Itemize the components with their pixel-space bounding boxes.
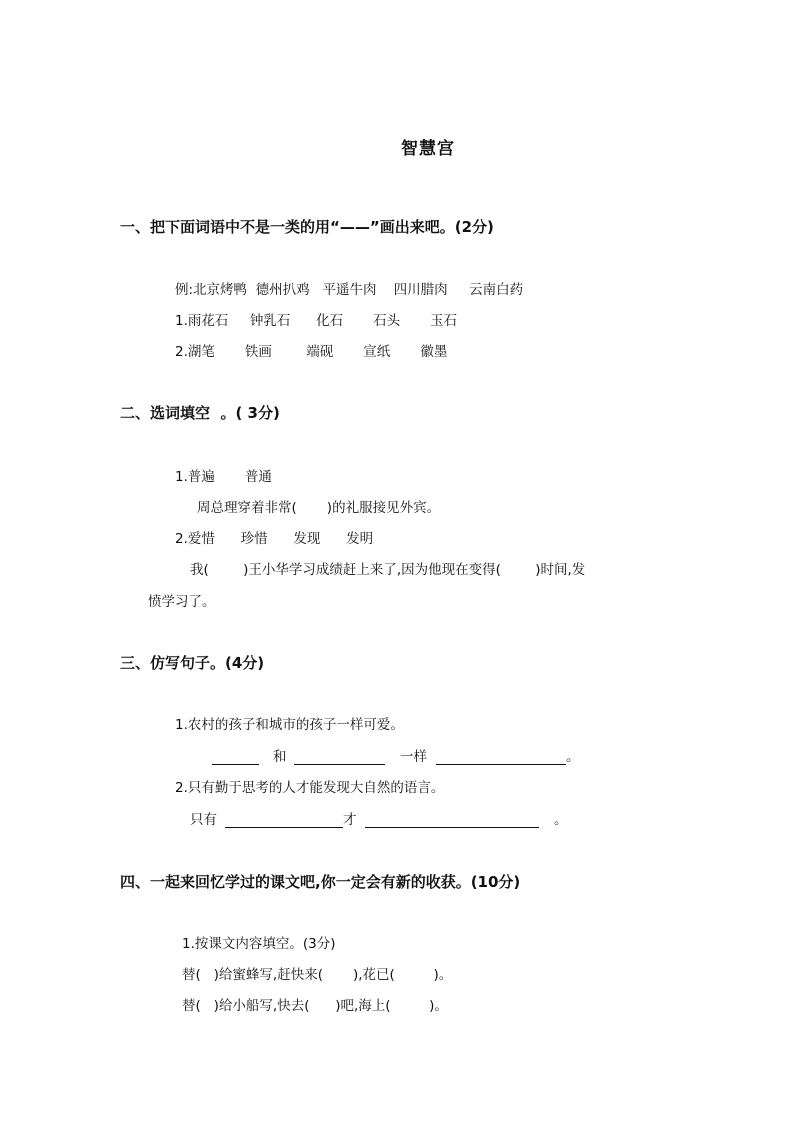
section-3-heading: 三、仿写句子。(4分) [120, 654, 265, 672]
section-2-question-2-sentence-cont: 愤学习了。 [148, 594, 216, 610]
section-4-question-1: 1.按课文内容填空。(3分) [182, 936, 336, 952]
section-4-line-1: 替( )给蜜蜂写,赶快来( ),花已( )。 [182, 967, 453, 983]
answer-blank[interactable] [365, 826, 539, 828]
section-1-question-2: 2.湖笔 铁画 端砚 宣纸 徽墨 [175, 344, 448, 360]
section-3-question-2: 2.只有勤于思考的人才能发现大自然的语言。 [175, 780, 445, 796]
section-4-heading: 四、一起来回忆学过的课文吧,你一定会有新的收获。(10分) [120, 873, 521, 891]
answer-blank[interactable] [212, 763, 259, 765]
section-1-example: 例:北京烤鸭 德州扒鸡 平遥牛肉 四川腊肉 云南白药 [175, 282, 524, 298]
section-3-word-same: 一样 [400, 749, 427, 765]
section-3-q1-end: 。 [566, 749, 580, 765]
section-4-line-2: 替( )给小船写,快去( )吧,海上( )。 [182, 998, 448, 1014]
section-3-word-then: 才 [343, 812, 357, 828]
section-3-q2-end: 。 [554, 812, 568, 828]
section-2-heading: 二、选词填空 。( 3分) [120, 404, 280, 422]
answer-blank[interactable] [225, 826, 343, 828]
page-title: 智慧宫 [401, 139, 455, 159]
section-2-question-2-sentence: 我( )王小华学习成绩赶上来了,因为他现在变得( )时间,发 [190, 562, 586, 578]
section-2-question-1-options: 1.普遍 普通 [175, 469, 272, 485]
section-2-question-1-sentence: 周总理穿着非常( )的礼服接见外宾。 [197, 500, 441, 516]
section-3-word-only: 只有 [190, 812, 217, 828]
section-1-question-1: 1.雨花石 钟乳石 化石 石头 玉石 [175, 313, 458, 329]
section-1-heading: 一、把下面词语中不是一类的用“——”画出来吧。(2分) [120, 218, 494, 236]
section-3-word-and: 和 [273, 749, 287, 765]
answer-blank[interactable] [294, 763, 385, 765]
section-3-question-1: 1.农村的孩子和城市的孩子一样可爱。 [175, 717, 404, 733]
section-2-question-2-options: 2.爱惜 珍惜 发现 发明 [175, 531, 374, 547]
answer-blank[interactable] [436, 763, 566, 765]
